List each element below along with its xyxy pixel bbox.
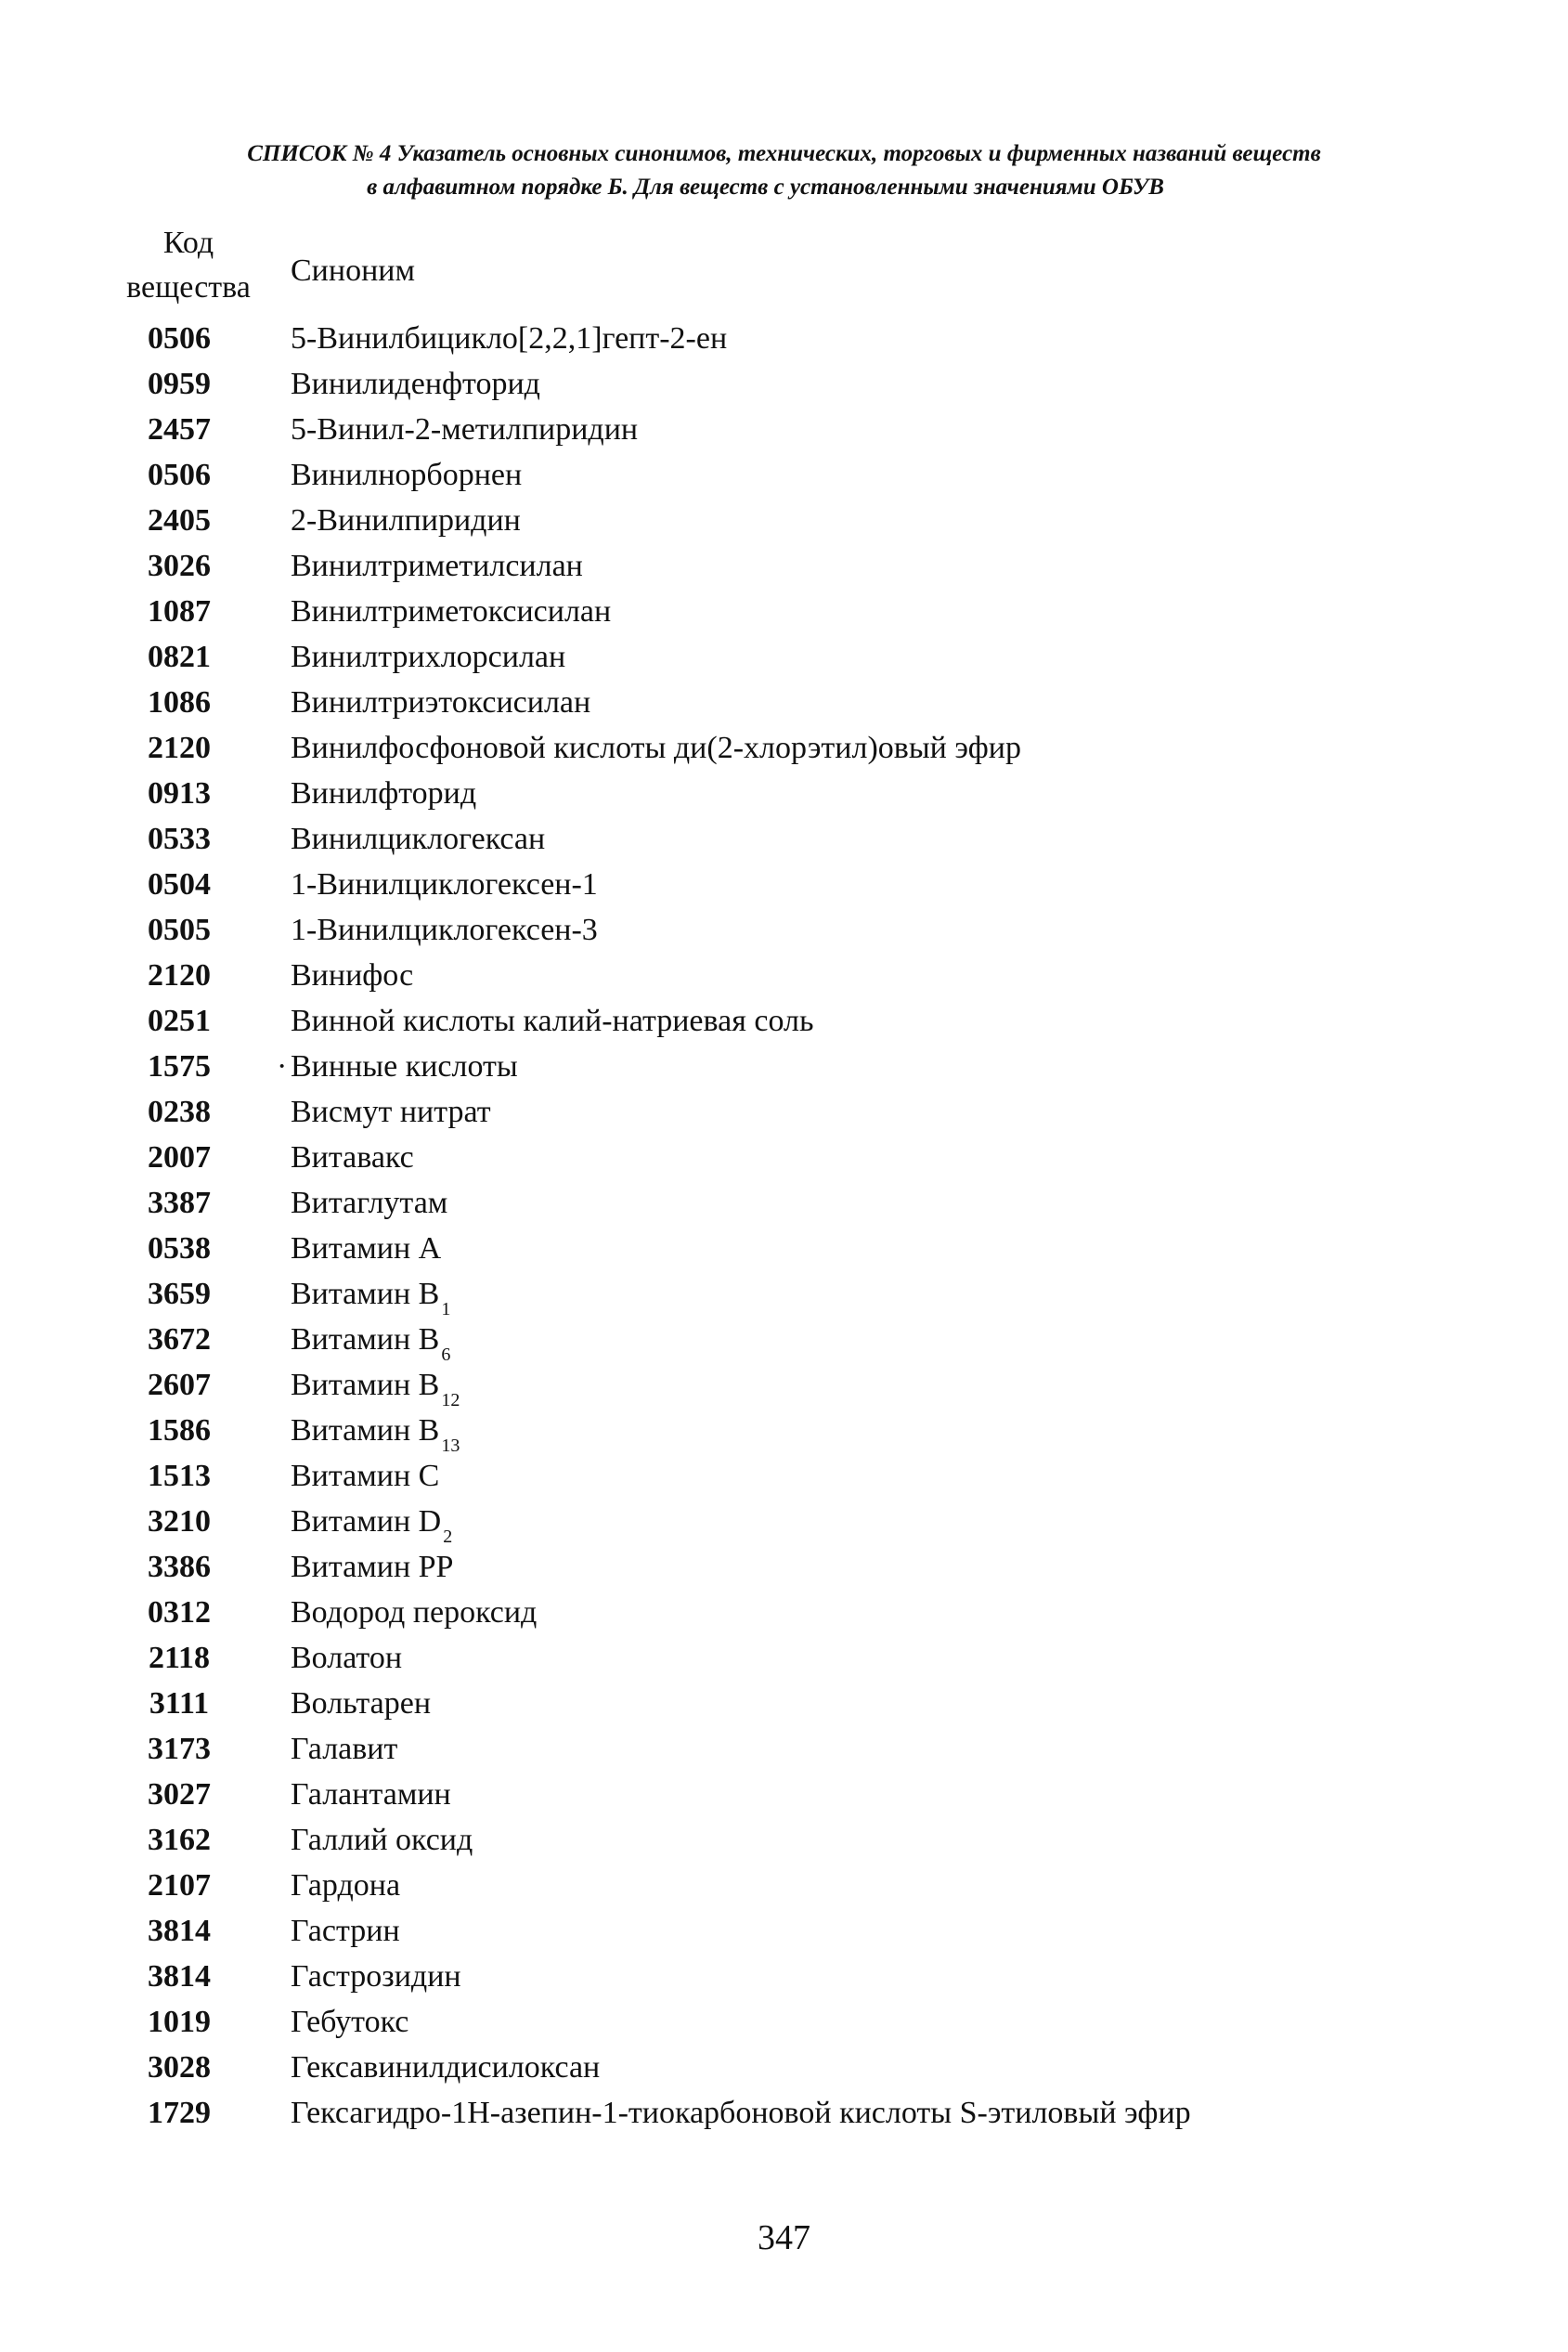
substance-code: 0533 xyxy=(148,822,211,856)
substance-code: 1086 xyxy=(148,685,211,720)
row-mark: · xyxy=(277,1049,288,1084)
table-row xyxy=(0,1362,1568,1408)
substance-code: 0504 xyxy=(148,867,211,902)
synonym-name xyxy=(291,680,590,725)
table-row xyxy=(0,543,1568,589)
synonym-text: 1-Винилциклогексен-1 xyxy=(291,867,598,902)
table-row xyxy=(0,1317,1568,1365)
synonym-text: Витамин С xyxy=(291,1459,440,1493)
synonym-name xyxy=(291,1590,537,1635)
substance-code: 2118 xyxy=(148,1641,211,1675)
substance-code: 0251 xyxy=(148,1004,211,1038)
substance-code: 3210 xyxy=(148,1504,211,1539)
table-row xyxy=(0,1408,1568,1456)
substance-code: 0538 xyxy=(148,1231,211,1266)
synonym-name xyxy=(291,907,598,953)
synonym-text: Винилнорборнен xyxy=(291,458,523,492)
table-row xyxy=(0,1954,1568,1999)
table-row xyxy=(0,1453,1568,1499)
column-header-synonym: Синоним xyxy=(291,253,415,288)
table-row xyxy=(0,907,1568,953)
synonym-name xyxy=(291,1863,400,1908)
synonym-name xyxy=(291,1226,441,1271)
substance-code: 2457 xyxy=(148,412,211,447)
synonym-name xyxy=(291,634,565,680)
substance-code: 3028 xyxy=(148,2050,211,2085)
synonym-subscript: 6 xyxy=(441,1345,451,1365)
synonym-text: Галлий оксид xyxy=(291,1823,473,1857)
table-row xyxy=(0,1089,1568,1135)
synonym-name xyxy=(291,2090,1191,2136)
synonym-text: Винные кислоты xyxy=(291,1049,518,1084)
synonym-name xyxy=(291,1089,491,1135)
table-row xyxy=(0,1635,1568,1681)
synonym-text: Винилтриметилсилан xyxy=(291,549,583,583)
table-row xyxy=(0,1817,1568,1863)
substance-code: 3672 xyxy=(148,1322,211,1357)
synonym-name xyxy=(291,1271,450,1321)
table-row xyxy=(0,452,1568,498)
substance-code: 3814 xyxy=(148,1914,211,1948)
synonym-text: Винилтриметоксисилан xyxy=(291,594,612,629)
page-number: 347 xyxy=(758,2218,810,2257)
synonym-text: Винифос xyxy=(291,958,414,993)
substance-code: 3386 xyxy=(148,1550,211,1584)
synonym-text: Витамин В xyxy=(291,1277,440,1311)
synonym-text: 5-Винилбицикло[2,2,1]гепт-2-ен xyxy=(291,321,728,356)
table-row xyxy=(0,589,1568,634)
synonym-text: Витавакс xyxy=(291,1140,414,1175)
synonym-text: Витамин В xyxy=(291,1322,440,1357)
column-header-code-line-1: Код xyxy=(162,226,214,260)
table-row xyxy=(0,407,1568,452)
synonym-name xyxy=(291,1044,518,1089)
substance-code: 1729 xyxy=(148,2096,211,2130)
synonym-name xyxy=(291,589,611,634)
substance-code: 2120 xyxy=(148,958,211,993)
synonym-subscript: 1 xyxy=(441,1299,451,1319)
table-row xyxy=(0,1772,1568,1817)
substance-code: 0913 xyxy=(148,776,211,811)
table-row xyxy=(0,634,1568,680)
table-row xyxy=(0,1044,1568,1089)
synonym-text: Гардона xyxy=(291,1868,401,1903)
synonym-text: Витамин РР xyxy=(291,1550,454,1584)
substance-code: 2405 xyxy=(148,503,211,538)
substance-code: 2120 xyxy=(148,731,211,765)
synonym-name xyxy=(291,1817,473,1863)
substance-code: 0506 xyxy=(148,458,211,492)
synonym-name xyxy=(291,771,476,816)
table-row xyxy=(0,1590,1568,1635)
synonym-name xyxy=(291,1453,439,1499)
synonym-text: Витаглутам xyxy=(291,1186,448,1220)
synonym-text: Гастрин xyxy=(291,1914,400,1948)
substance-code: 1019 xyxy=(148,2005,211,2039)
synonym-name xyxy=(291,543,583,589)
substance-code: 3173 xyxy=(148,1732,211,1766)
table-row xyxy=(0,2045,1568,2090)
synonym-name xyxy=(291,498,521,543)
synonym-name xyxy=(291,1408,460,1458)
synonym-name xyxy=(291,1499,452,1549)
synonym-name xyxy=(291,1681,431,1726)
synonym-name xyxy=(291,1999,408,2045)
synonym-text: Витамин В xyxy=(291,1368,440,1402)
substance-code: 0238 xyxy=(148,1095,211,1129)
table-row xyxy=(0,1681,1568,1726)
substance-code: 3026 xyxy=(148,549,211,583)
synonym-text: Винилциклогексан xyxy=(291,822,546,856)
substance-code: 1513 xyxy=(148,1459,211,1493)
synonym-text: 2-Винилпиридин xyxy=(291,503,521,538)
synonym-name xyxy=(291,1772,451,1817)
table-row xyxy=(0,1863,1568,1908)
page-header xyxy=(0,137,1568,204)
table-row xyxy=(0,1226,1568,1271)
synonym-name xyxy=(291,407,638,452)
synonym-name xyxy=(291,316,727,361)
synonym-name xyxy=(291,862,598,907)
table-row xyxy=(0,1999,1568,2045)
substance-code: 3111 xyxy=(149,1686,210,1721)
table-row xyxy=(0,816,1568,862)
substance-code: 2107 xyxy=(148,1868,211,1903)
synonym-text: Винилтриэтоксисилан xyxy=(291,685,591,720)
synonym-name xyxy=(291,1317,450,1367)
column-header-code xyxy=(110,221,267,310)
synonym-name xyxy=(291,1954,461,1999)
substance-code: 0959 xyxy=(148,367,211,401)
synonym-text: Витамин D xyxy=(291,1504,442,1539)
synonym-text: Винилфторид xyxy=(291,776,477,811)
substance-code: 0312 xyxy=(148,1595,211,1630)
synonym-name xyxy=(291,2045,600,2090)
synonym-text: Винной кислоты калий-натриевая соль xyxy=(291,1004,814,1038)
synonym-name xyxy=(291,1135,414,1180)
table-row xyxy=(0,998,1568,1044)
substance-code: 1586 xyxy=(148,1413,211,1448)
synonym-name xyxy=(291,1726,397,1772)
synonym-name xyxy=(291,1362,460,1412)
table-row xyxy=(0,1726,1568,1772)
table-row xyxy=(0,725,1568,771)
substance-code: 3027 xyxy=(148,1777,211,1812)
substance-code: 0506 xyxy=(148,321,211,356)
synonym-text: Гастрозидин xyxy=(291,1959,461,1994)
column-header-code-line-2: вещества xyxy=(126,270,251,305)
synonym-name xyxy=(291,816,545,862)
table-row xyxy=(0,1271,1568,1317)
substance-code: 1575 xyxy=(148,1049,211,1084)
synonym-text: Витамин А xyxy=(291,1231,442,1266)
synonym-text: Волатон xyxy=(291,1641,403,1675)
synonym-text: Винилиденфторид xyxy=(291,367,540,401)
synonym-text: 1-Винилциклогексен-3 xyxy=(291,913,598,947)
substance-code: 1087 xyxy=(148,594,211,629)
synonym-name xyxy=(291,1908,400,1954)
synonym-name xyxy=(291,725,1021,771)
synonym-name xyxy=(291,452,522,498)
table-row xyxy=(0,361,1568,407)
table-row xyxy=(0,1908,1568,1954)
table-row xyxy=(0,680,1568,725)
substance-code: 2007 xyxy=(148,1140,211,1175)
header-title-line-1: СПИСОК № 4 Указатель основных синонимов, технических, торговых и фирменных названий веществ xyxy=(247,141,1321,166)
table-row xyxy=(0,1135,1568,1180)
synonym-text: Галавит xyxy=(291,1732,398,1766)
synonym-text: Водород пероксид xyxy=(291,1595,538,1630)
synonym-subscript: 12 xyxy=(441,1390,460,1410)
synonym-name xyxy=(291,953,413,998)
synonym-text: Винилтрихлорсилан xyxy=(291,640,566,674)
substance-code: 0505 xyxy=(148,913,211,947)
substance-code: 3659 xyxy=(148,1277,211,1311)
synonym-text: Вольтарен xyxy=(291,1686,432,1721)
substance-code: 2607 xyxy=(148,1368,211,1402)
synonym-text: Галантамин xyxy=(291,1777,451,1812)
synonym-text: Витамин В xyxy=(291,1413,440,1448)
substance-code: 3814 xyxy=(148,1959,211,1994)
synonym-text: Гексагидро-1Н-азепин-1-тиокарбоновой кислоты S-этиловый эфир xyxy=(291,2096,1191,2130)
table-row xyxy=(0,1544,1568,1590)
synonym-text: 5-Винил-2-метилпиридин xyxy=(291,412,639,447)
synonym-text: Гексавинилдисилоксан xyxy=(291,2050,601,2085)
synonym-subscript: 2 xyxy=(443,1527,453,1547)
header-title-line-2: в алфавитном порядке Б. Для веществ с установленными значениями ОБУВ xyxy=(367,175,1164,200)
synonym-name xyxy=(291,361,540,407)
table-row xyxy=(0,498,1568,543)
synonym-subscript: 13 xyxy=(441,1436,460,1456)
substance-code: 3387 xyxy=(148,1186,211,1220)
table-row xyxy=(0,1499,1568,1547)
table-row xyxy=(0,771,1568,816)
synonym-name xyxy=(291,1635,402,1681)
synonym-name xyxy=(291,1544,453,1590)
synonym-text: Винилфосфоновой кислоты ди(2-хлорэтил)овый эфир xyxy=(291,731,1021,765)
synonym-text: Гебутокс xyxy=(291,2005,409,2039)
synonym-text: Висмут нитрат xyxy=(291,1095,491,1129)
table-row xyxy=(0,2090,1568,2136)
table-row xyxy=(0,862,1568,907)
synonym-name xyxy=(291,1180,447,1226)
synonym-name xyxy=(291,998,813,1044)
table-row xyxy=(0,316,1568,361)
substance-code: 0821 xyxy=(148,640,211,674)
synonym-table xyxy=(0,316,1568,2136)
table-row xyxy=(0,953,1568,998)
substance-code: 3162 xyxy=(148,1823,211,1857)
table-row xyxy=(0,1180,1568,1226)
